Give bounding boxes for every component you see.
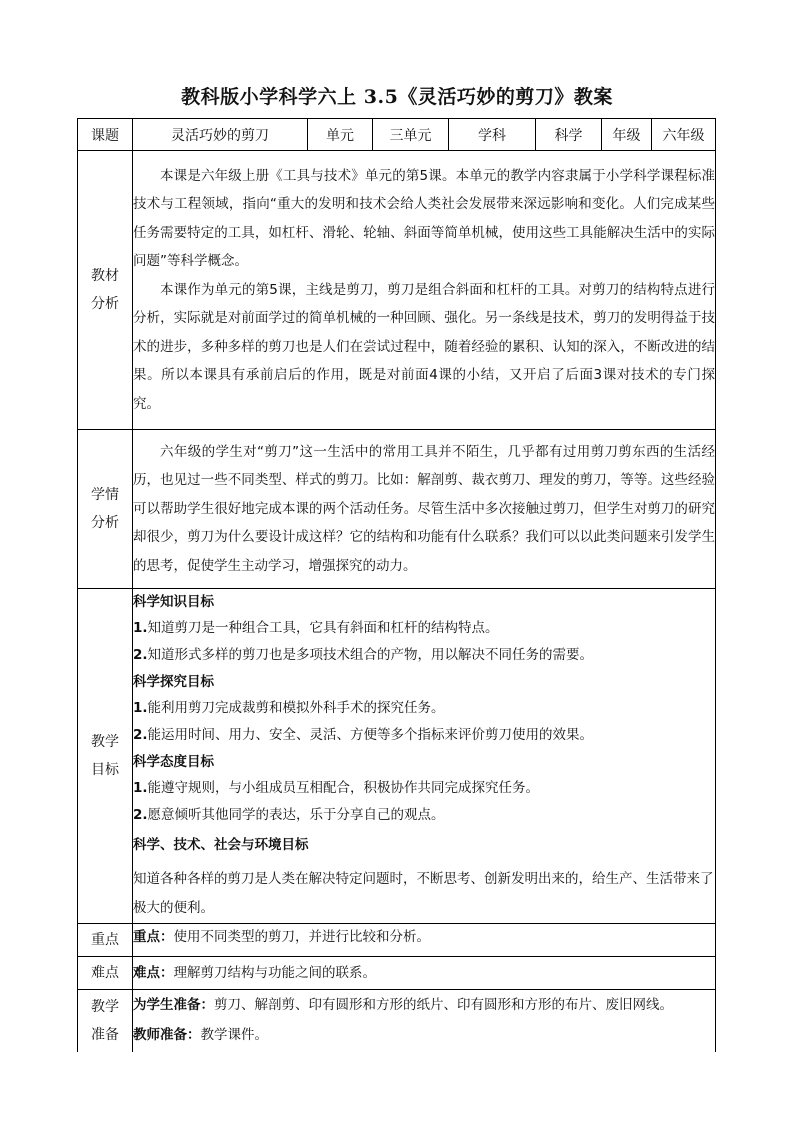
textbook-analysis-content <box>133 151 716 430</box>
student-preparation: 为学生准备：剪刀、解剖剪、印有圆形和方形的纸片、印有圆形和方形的布片、废旧网线。 <box>133 997 673 1013</box>
knowledge-item-1: 1.知道剪刀是一种组合工具，它具有斜面和杠杆的结构特点。 <box>133 620 499 636</box>
difficulty-content <box>133 957 716 990</box>
objectives-row <box>78 589 716 924</box>
key-point-label: 重点 <box>78 924 133 957</box>
inquiry-item-2: 2.能运用时间、用力、安全、灵活、方便等多个指标来评价剪刀使用的效果。 <box>133 727 594 743</box>
attitude-item-1: 1.能遵守规则，与小组成员互相配合，积极协作共同完成探究任务。 <box>133 780 540 796</box>
sts-heading: 科学、技术、社会与环境目标 <box>133 837 309 853</box>
preparation-content <box>133 990 716 1053</box>
difficulty-row <box>78 957 716 990</box>
textbook-analysis-label: 教材 分析 <box>78 151 133 430</box>
sts-text: 知道各种各样的剪刀是人类在解决特定问题时，不断思考、创新发明出来的，给生产、生活带来了极大的便利。 <box>133 871 714 916</box>
attitude-heading: 科学态度目标 <box>133 754 214 770</box>
attitude-item-2: 2.愿意倾听其他同学的表达，乐于分享自己的观点。 <box>133 807 445 823</box>
difficulty-label: 难点 <box>78 957 133 990</box>
textbook-para-2: 本课作为单元的第5课，主线是剪刀，剪刀是组合斜面和杠杆的工具。对剪刀的结构特点进行分析，实际就是对前面学过的简单机械的一种回顾、强化。另一条线是技术，剪刀的发明得益于技术的进步，多种多样的剪刀也是人们在尝试过程中，随着经验的累积、认知的深入，不断改进的结果。所以本课具有承前启后的作用，既是对前面4课的小结，又开启了后面3课对技术的专门探究。 <box>133 281 715 412</box>
grade-label: 年级 <box>602 119 652 151</box>
student-analysis-label: 学情 分析 <box>78 430 133 589</box>
subject-label: 学科 <box>449 119 536 151</box>
student-analysis-content <box>133 430 716 589</box>
preparation-label: 教学 准备 <box>78 990 133 1053</box>
inquiry-heading: 科学探究目标 <box>133 674 214 690</box>
unit-label: 单元 <box>308 119 373 151</box>
lesson-plan-table <box>77 118 716 1052</box>
subject-value: 科学 <box>536 119 602 151</box>
key-point-text: 使用不同类型的剪刀，并进行比较和分析。 <box>173 929 430 945</box>
document-title: 教科版小学科学六上 3.5《灵活巧妙的剪刀》教案 <box>181 86 613 108</box>
grade-value: 六年级 <box>652 119 716 151</box>
inquiry-item-1: 1.能利用剪刀完成裁剪和模拟外科手术的探究任务。 <box>133 700 445 716</box>
header-row <box>78 119 716 151</box>
unit-value: 三单元 <box>373 119 449 151</box>
student-analysis-row <box>78 430 716 589</box>
teacher-preparation: 教师准备：教学课件。 <box>133 1027 268 1043</box>
objectives-label: 教学 目标 <box>78 589 133 924</box>
key-point-content <box>133 924 716 957</box>
lesson-label: 课题 <box>78 119 133 151</box>
knowledge-heading: 科学知识目标 <box>133 594 214 610</box>
student-para: 六年级的学生对“剪刀”这一生活中的常用工具并不陌生，几乎都有过用剪刀剪东西的生活经历，也见过一些不同类型、样式的剪刀。比如：解剖剪、裁衣剪刀、理发的剪刀，等等。这些经验可以帮助学生很好地完成本课的两个活动任务。尽管生活中多次接触过剪刀，但学生对剪刀的研究却很少，剪刀为什么要设计成这样？它的结构和功能有什么联系？我们可以以此类问题来引发学生的思考，促使学生主动学习，增强探究的动力。 <box>133 443 715 574</box>
difficulty-prefix: 难点： <box>133 965 174 981</box>
difficulty-text: 理解剪刀结构与功能之间的联系。 <box>173 965 376 981</box>
preparation-row <box>78 990 716 1053</box>
knowledge-item-2: 2.知道形式多样的剪刀也是多项技术组合的产物，用以解决不同任务的需要。 <box>133 647 594 663</box>
textbook-para-1: 本课是六年级上册《工具与技术》单元的第5课。本单元的教学内容隶属于小学科学课程标准技术与工程领域，指向“重大的发明和技术会给人类社会发展带来深远影响和变化。人们完成某些任务需要特定的工具，如杠杆、滑轮、轮轴、斜面等简单机械，使用这些工具能解决生活中的实际问题”等科学概念。 <box>133 167 715 270</box>
key-point-row <box>78 924 716 957</box>
key-point-prefix: 重点： <box>133 929 174 945</box>
lesson-value: 灵活巧妙的剪刀 <box>133 119 308 151</box>
objectives-content <box>133 589 716 924</box>
textbook-analysis-row <box>78 151 716 430</box>
